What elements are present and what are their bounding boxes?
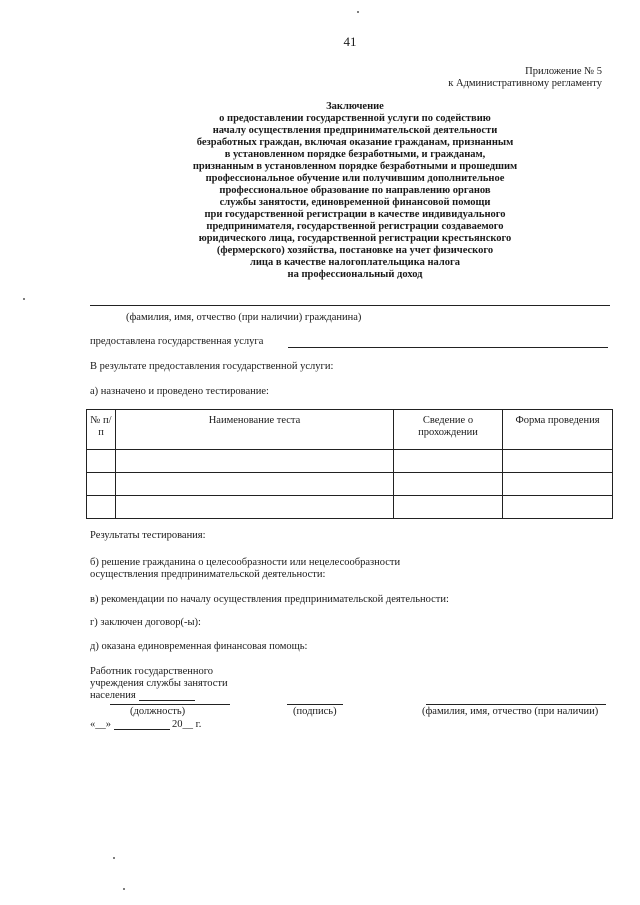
worker-line-3: населения [90, 690, 136, 701]
service-label: предоставлена государственная услуга [90, 336, 264, 347]
date-month-line[interactable] [114, 729, 170, 730]
table-header-row [87, 410, 613, 450]
item-g-contract: г) заключен договор(-ы): [90, 617, 201, 628]
title-line: в установленном порядке безработными, и гражданам, [224, 149, 486, 160]
scan-speck [113, 857, 115, 859]
scan-speck [123, 888, 125, 890]
table-cell[interactable] [503, 496, 613, 519]
scan-speck [357, 11, 359, 13]
title-line: началу осуществления предпринимательской деятельности [212, 125, 498, 136]
title-line: лица в качестве налогоплательщика налога [249, 257, 461, 268]
appendix-regulation: к Административному регламенту [448, 78, 602, 89]
table-row [87, 450, 613, 473]
date-year: 20__ г. [172, 719, 202, 730]
tests-table [86, 409, 613, 519]
table-cell[interactable] [87, 450, 116, 473]
table-cell[interactable] [394, 496, 503, 519]
signature-line[interactable] [287, 704, 343, 705]
scan-speck [23, 298, 25, 300]
title-line: при государственной регистрации в качестве индивидуального [204, 209, 506, 220]
table-cell[interactable] [394, 473, 503, 496]
title-line: признанным в установленном порядке безработными и прошедшим [192, 161, 518, 172]
item-b-line2: осуществления предпринимательской деятельности: [90, 569, 326, 580]
position-caption: (должность) [130, 706, 186, 717]
col-header-form: Форма проведения [503, 410, 613, 450]
col-header-test-name: Наименование теста [116, 410, 394, 450]
table-cell[interactable] [503, 450, 613, 473]
title-line: профессиональное образование по направлению органов [219, 185, 491, 196]
table-row [87, 473, 613, 496]
col-header-completion: Сведение о прохождении [394, 410, 503, 450]
position-line[interactable] [110, 704, 230, 705]
date-day: «__» [90, 719, 111, 730]
document-title [150, 101, 560, 281]
title-heading: Заключение [326, 101, 384, 112]
name-caption: (фамилия, имя, отчество (при наличии) [422, 706, 599, 717]
item-v-recommendations: в) рекомендации по началу осуществления предпринимательской деятельности: [90, 594, 449, 605]
title-line: службы занятости, единовременной финансовой помощи [219, 197, 491, 208]
citizen-name-caption: (фамилия, имя, отчество (при наличии) гражданина) [126, 312, 362, 323]
testing-results: Результаты тестирования: [90, 530, 206, 541]
title-line: юридического лица, государственной регистрации крестьянского [198, 233, 512, 244]
col-header-number: № п/п [87, 410, 116, 450]
table-cell[interactable] [394, 450, 503, 473]
title-line: безработных граждан, включая оказание гражданам, признанным [196, 137, 514, 148]
item-d-financial-aid: д) оказана единовременная финансовая помощь: [90, 641, 308, 652]
appendix-number: Приложение № 5 [525, 66, 602, 77]
title-line: профессиональное обучение или получившим дополнительное [205, 173, 505, 184]
worker-line-fill[interactable] [139, 700, 195, 701]
item-b-line1: б) решение гражданина о целесообразности или нецелесообразности [90, 557, 401, 568]
name-line[interactable] [426, 704, 606, 705]
table-cell[interactable] [116, 473, 394, 496]
service-line[interactable] [288, 347, 608, 348]
signature-caption: (подпись) [293, 706, 337, 717]
table-cell[interactable] [87, 496, 116, 519]
title-line: предпринимателя, государственной регистрации создаваемого [206, 221, 504, 232]
item-a-testing: а) назначено и проведено тестирование: [90, 386, 269, 397]
result-intro: В результате предоставления государственной услуги: [90, 361, 334, 372]
page-number: 41 [343, 34, 357, 49]
table-row [87, 496, 613, 519]
table-cell[interactable] [116, 450, 394, 473]
table-cell[interactable] [116, 496, 394, 519]
table-cell[interactable] [503, 473, 613, 496]
appendix-reference [448, 66, 602, 90]
citizen-name-line[interactable] [90, 305, 610, 306]
worker-line-1: Работник государственного [90, 666, 214, 677]
table-cell[interactable] [87, 473, 116, 496]
title-line: (фермерского) хозяйства, постановке на учет физического [216, 245, 494, 256]
title-line: на профессиональный доход [287, 269, 423, 280]
title-line: о предоставлении государственной услуги по содействию [219, 113, 491, 124]
worker-line-2: учреждения службы занятости [90, 678, 228, 689]
